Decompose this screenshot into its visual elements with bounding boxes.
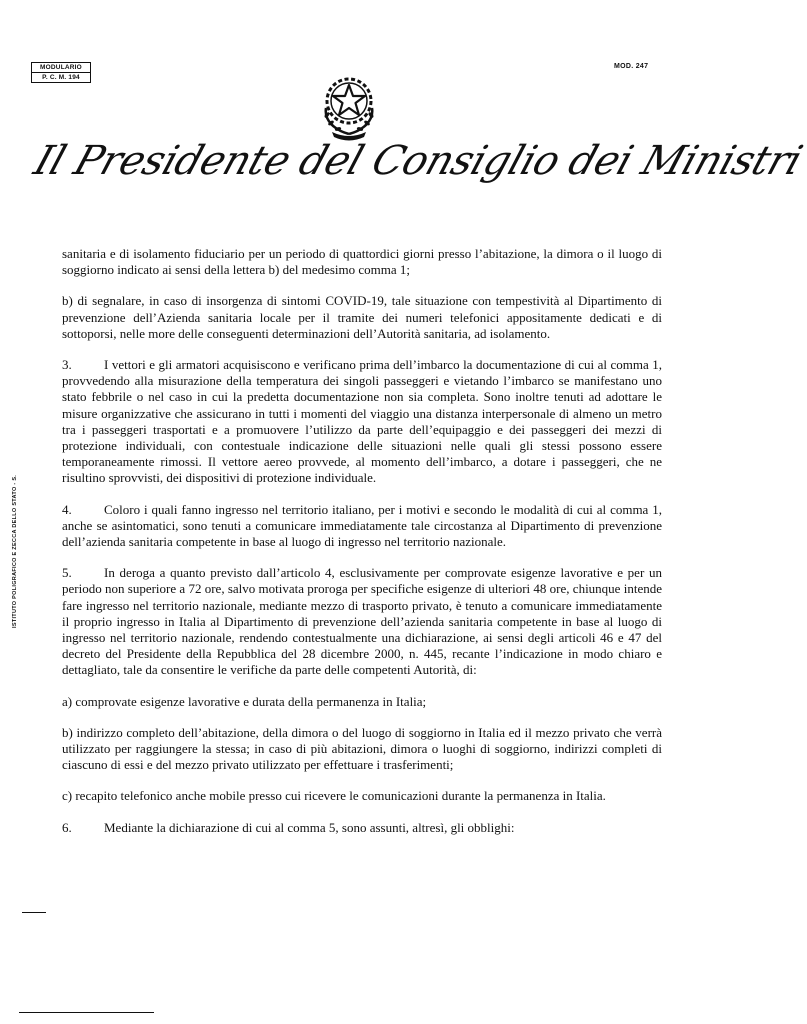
list-item-c — [62, 788, 662, 804]
letterhead-title: Il Presidente del Consiglio dei Ministri — [28, 138, 807, 184]
paragraph-text: b) indirizzo completo dell’abitazione, della dimora o del luogo di soggiorno in Italia ed il mezzo privato che verrà utilizzato per raggiungere la stessa; in caso di più abitazioni, dimora o luoghi di soggiorno, indirizzi completi di ciascuno di essi e del mezzo privato utilizzato per effettuare i trasferimenti; — [62, 724, 662, 773]
paragraph-text: c) recapito telefonico anche mobile presso cui ricevere le comunicazioni durante la permanenza in Italia. — [62, 788, 606, 804]
paragraph-4 — [62, 502, 662, 551]
paragraph-number: 5. — [62, 565, 72, 581]
stamp-line-1: MODULARIO — [32, 63, 90, 73]
footer-rule — [19, 1012, 154, 1013]
paragraph-text: I vettori e gli armatori acquisiscono e verificano prima dell’imbarco la documentazione di cui al comma 1, provvedendo alla misurazione della temperatura dei singoli passeggeri e vietando l’imbarco se manifestano uno stato febbrile o nel caso in cui la predetta documentazione non sia completa. Sono inoltre tenuti ad adottare le misure organizzative che assicurano in tutti i momenti del viaggio una distanza interpersonale di almeno un metro tra i passeggeri trasportati e a promuovere l’utilizzo da parte dell’equipaggio e dei passeggeri dei mezzi di protezione individuali, con contestuale indicazione delle situazioni nelle quali gli stessi possono essere temporaneamente rimossi. Il vettore aereo provvede, al momento dell’imbarco, a dotare i passeggeri, che ne risultino sprovvisti, dei dispositivi di protezione individuale. — [62, 357, 662, 486]
margin-rule — [22, 912, 46, 913]
list-item-a — [62, 694, 662, 710]
paragraph — [62, 246, 662, 278]
paragraph-text: a) comprovate esigenze lavorative e durata della permanenza in Italia; — [62, 693, 427, 709]
printer-side-text: ISTITUTO POLIGRAFICO E ZECCA DELLO STATO - S. — [12, 474, 18, 628]
modulario-stamp — [31, 62, 91, 83]
paragraph-3 — [62, 357, 662, 487]
document-body — [62, 246, 662, 851]
paragraph-5 — [62, 565, 662, 678]
paragraph-6 — [62, 820, 662, 836]
paragraph-number: 4. — [62, 501, 72, 517]
paragraph-text: Mediante la dichiarazione di cui al comma 5, sono assunti, altresì, gli obblighi: — [104, 819, 515, 835]
paragraph-text: sanitaria e di isolamento fiduciario per un periodo di quattordici giorni presso l’abitazione, la dimora o il luogo di soggiorno indicato ai sensi della lettera b) del medesimo comma 1; — [62, 246, 662, 278]
paragraph-text: In deroga a quanto previsto dall’articolo 4, esclusivamente per comprovate esigenze lavorative e per un periodo non superiore a 72 ore, salvo motivata proroga per specifiche esigenze di ulteriori 48 ore, chiunque intende fare ingresso nel territorio nazionale, mediante mezzo di trasporto privato, è tenuto a comunicare immediatamente il proprio ingresso in Italia al Dipartimento di prevenzione dell’azienda sanitaria competente in base al luogo di ingresso nel territorio nazionale, rendendo contestualmente una dichiarazione, ai sensi degli articoli 46 e 47 del decreto del Presidente della Repubblica del 28 dicembre 2000, n. 445, recante l’indicazione in modo chiaro e dettagliato, tale da consentire le verifiche da parte delle competenti Autorità, di: — [62, 565, 662, 678]
paragraph-text: Coloro i quali fanno ingresso nel territorio italiano, per i motivi e secondo le modalità di cui al comma 1, anche se asintomatici, sono tenuti a comunicare immediatamente tale circostanza al Dipartimento di prevenzione dell’azienda sanitaria competente in base al luogo di ingresso nel territorio nazionale. — [62, 501, 662, 550]
paragraph-number: 3. — [62, 357, 72, 373]
stamp-line-2: P. C. M. 194 — [42, 74, 80, 81]
paragraph-number: 6. — [62, 819, 72, 835]
paragraph-text: b) di segnalare, in caso di insorgenza di sintomi COVID-19, tale situazione con tempestività al Dipartimento di prevenzione dell’Azienda sanitaria locale per il tramite dei numeri telefonici appositamente dedicati e di sottoporsi, nelle more delle conseguenti determinazioni dell’Autorità sanitaria, ad isolamento. — [62, 293, 662, 341]
list-item-b — [62, 725, 662, 774]
form-code: MOD. 247 — [614, 63, 649, 70]
paragraph — [62, 293, 662, 342]
emblem-icon — [318, 70, 380, 140]
